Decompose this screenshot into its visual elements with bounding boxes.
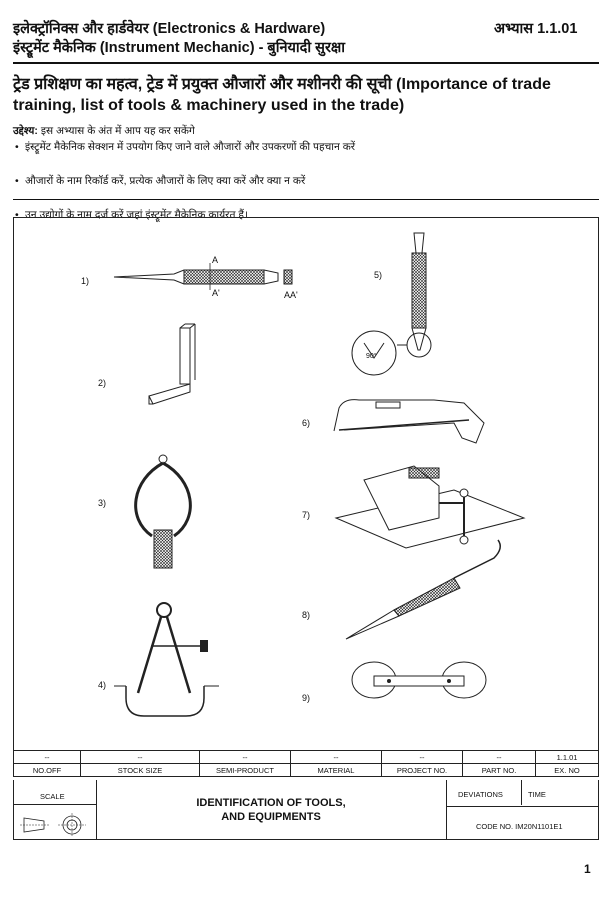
hacksaw-drawing bbox=[334, 400, 484, 443]
drawing-title-line-2: AND EQUIPMENTS bbox=[221, 811, 321, 823]
tb-r1-c1: -- bbox=[14, 751, 81, 764]
tb-r1-c3: -- bbox=[200, 751, 291, 764]
angle-label: 90° bbox=[366, 353, 377, 360]
try-square-drawing bbox=[149, 324, 195, 404]
page-title: ट्रेड प्रशिक्षण का महत्व, ट्रेड में प्रयुक्त औजारों और मशीनरी की सूची (Importance of trade training, list of tools & machinery used in the trade) bbox=[13, 76, 551, 114]
section-label-a: A bbox=[212, 255, 219, 265]
scriber-drawing bbox=[346, 540, 500, 639]
tb-semi-product: SEMI-PRODUCT bbox=[200, 764, 291, 777]
objective-item-1: • इंस्ट्रूमेंट मैकेनिक सेक्शन में उपयोग किए जाने वाले औजारों और उपकरणों की पहचान करें bbox=[13, 140, 600, 154]
header-line-2: इंस्ट्रूमेंट मैकेनिक (Instrument Mechanic) - बुनियादी सुरक्षा bbox=[13, 40, 346, 56]
header-line-1: इलेक्ट्रॉनिक्स और हार्डवेयर (Electronics & Hardware) bbox=[13, 21, 326, 37]
objectives-divider bbox=[13, 199, 599, 200]
page-number: 1 bbox=[584, 862, 591, 876]
tb-r1-c2: -- bbox=[81, 751, 200, 764]
figure-label-9: 9) bbox=[302, 693, 311, 703]
tools-illustration bbox=[14, 218, 600, 751]
drawing-title-line-1: IDENTIFICATION OF TOOLS, bbox=[196, 797, 346, 809]
tb-scale: SCALE bbox=[40, 792, 65, 801]
tb-r1-c6: -- bbox=[463, 751, 536, 764]
tb-project-no: PROJECT NO. bbox=[382, 764, 463, 777]
projection-symbol-icon bbox=[20, 812, 90, 836]
center-punch-drawing bbox=[352, 233, 431, 375]
figure-label-7: 7) bbox=[302, 510, 311, 520]
exercise-number: अभ्यास 1.1.01 bbox=[494, 21, 578, 37]
tb-deviations: DEVIATIONS bbox=[458, 790, 503, 799]
objectives-intro: इस अभ्यास के अंत में आप यह कर सकेंगे bbox=[40, 125, 195, 137]
section-label-aa: AA' bbox=[284, 290, 298, 300]
drawing-title bbox=[96, 796, 446, 824]
drawing-frame bbox=[13, 217, 599, 750]
objective-item-3: • उन उद्योगों के नाम दर्ज करें जहां इंस्ट्रूमेंट मैकेनिक कार्यरत हैं। bbox=[13, 208, 600, 222]
radius-gauge-drawing bbox=[352, 662, 486, 698]
tb-no-off: NO.OFF bbox=[14, 764, 81, 777]
title-block-table bbox=[13, 750, 599, 777]
tb-stock-size: STOCK SIZE bbox=[81, 764, 200, 777]
figure-label-6: 6) bbox=[302, 418, 311, 428]
file-drawing bbox=[114, 263, 292, 290]
tb-part-no: PART NO. bbox=[463, 764, 536, 777]
objectives-heading bbox=[13, 124, 195, 138]
figure-label-2: 2) bbox=[98, 378, 107, 388]
tb-r1-c7: 1.1.01 bbox=[536, 751, 599, 764]
figure-label-4: 4) bbox=[98, 680, 107, 690]
tb-r1-c5: -- bbox=[382, 751, 463, 764]
tb-ex-no: EX. NO bbox=[536, 764, 599, 777]
inside-caliper-drawing bbox=[136, 455, 191, 568]
header-divider bbox=[13, 62, 599, 64]
tb-time: TIME bbox=[528, 790, 546, 799]
section-label-a-prime: A' bbox=[212, 288, 220, 298]
bench-vice-drawing bbox=[336, 466, 524, 548]
objectives-label: उद्देश्य: bbox=[13, 125, 38, 137]
tb-material: MATERIAL bbox=[291, 764, 382, 777]
figure-label-3: 3) bbox=[98, 498, 107, 508]
figure-label-8: 8) bbox=[302, 610, 311, 620]
objective-item-2: • औजारों के नाम रिकॉर्ड करें, प्रत्येक औजारों के लिए क्या करें और क्या न करें bbox=[13, 174, 600, 188]
figure-label-1: 1) bbox=[81, 276, 90, 286]
title-block-lower bbox=[13, 780, 599, 840]
divider-drawing bbox=[114, 603, 219, 716]
tb-r1-c4: -- bbox=[291, 751, 382, 764]
figure-label-5: 5) bbox=[374, 270, 383, 280]
tb-code-no: CODE NO. IM20N1101E1 bbox=[476, 822, 563, 831]
